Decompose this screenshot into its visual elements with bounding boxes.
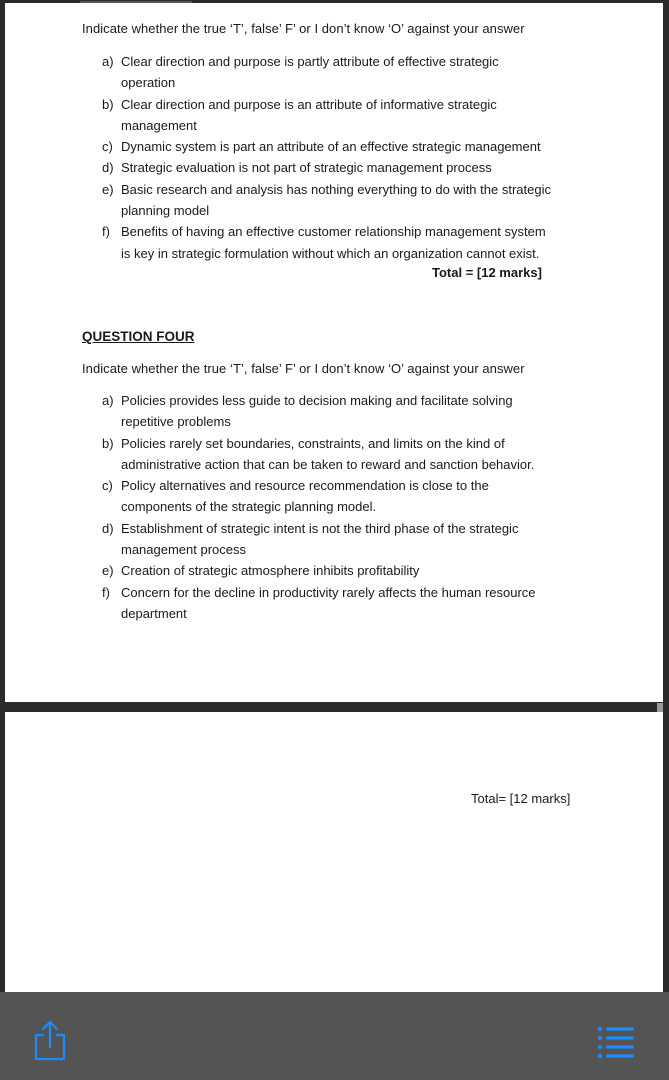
scroll-indicator[interactable] (657, 703, 663, 712)
section-three-question-list (102, 51, 587, 264)
bottom-toolbar (0, 992, 669, 1080)
question-four-list (102, 390, 587, 624)
item-letter: c) (102, 478, 113, 494)
list-button[interactable] (596, 1024, 636, 1060)
question-item (102, 51, 587, 94)
question-item (102, 518, 587, 561)
item-text-line: planning model (121, 203, 210, 219)
item-text-line: Policy alternatives and resource recommendation is close to the (121, 478, 489, 494)
question-item (102, 475, 587, 518)
item-text-line: Clear direction and purpose is an attribute of informative strategic (121, 96, 497, 112)
question-item (102, 179, 587, 222)
question-item (102, 560, 587, 581)
section-three-total: Total = [12 marks] (432, 265, 542, 280)
item-letter: f) (102, 584, 110, 600)
item-text-line: Policies rarely set boundaries, constraints, and limits on the kind of (121, 435, 505, 451)
item-text-line: repetitive problems (121, 414, 231, 430)
item-text-line: Benefits of having an effective customer relationship management system (121, 224, 546, 240)
item-text-line: operation (121, 75, 176, 91)
item-text-line: management process (121, 542, 247, 558)
item-letter: d) (102, 520, 114, 536)
item-text-line: department (121, 605, 187, 621)
item-letter: b) (102, 435, 114, 451)
item-letter: c) (102, 139, 113, 155)
share-icon (31, 1018, 69, 1064)
item-text-line: is key in strategic formulation without which an organization cannot exist. (121, 245, 540, 261)
item-letter: a) (102, 393, 114, 408)
item-text-line: Policies provides less guide to decision making and facilitate solving (121, 393, 513, 408)
item-text-line: Creation of strategic atmosphere inhibits profitability (121, 563, 420, 579)
item-text-line: components of the strategic planning model. (121, 499, 377, 515)
item-letter: a) (102, 54, 114, 69)
question-item (102, 221, 587, 264)
item-letter: f) (102, 224, 110, 240)
item-text-line: Establishment of strategic intent is not the third phase of the strategic (121, 520, 519, 536)
document-page-2 (5, 712, 663, 994)
question-four-instruction: Indicate whether the true ‘T’, false’ F’ or I don’t know ‘O’ against your answer (82, 361, 525, 376)
question-four-total: Total= [12 marks] (471, 791, 571, 806)
question-four-heading: QUESTION FOUR (82, 329, 195, 344)
item-letter: e) (102, 181, 114, 197)
item-letter: e) (102, 563, 114, 579)
item-text-line: Concern for the decline in productivity rarely affects the human resource (121, 584, 536, 600)
item-text-line: management (121, 117, 197, 133)
item-text-line: Clear direction and purpose is partly attribute of effective strategic (121, 54, 499, 69)
list-icon (596, 1024, 636, 1060)
item-text-line: Strategic evaluation is not part of strategic management process (121, 160, 492, 176)
question-item (102, 390, 587, 433)
item-letter: d) (102, 160, 114, 176)
item-letter: b) (102, 96, 114, 112)
item-text-line: Basic research and analysis has nothing everything to do with the strategic (121, 181, 551, 197)
item-text-line: Dynamic system is part an attribute of an effective strategic management (121, 139, 541, 155)
question-item (102, 582, 587, 625)
item-text-line: administrative action that can be taken to reward and sanction behavior. (121, 456, 535, 472)
question-item (102, 157, 587, 178)
section-three-instruction: Indicate whether the true ‘T’, false’ F’ or I don’t know ‘O’ against your answer (82, 21, 525, 36)
share-button[interactable] (31, 1018, 69, 1064)
question-item (102, 136, 587, 157)
question-item (102, 433, 587, 476)
question-item (102, 94, 587, 137)
